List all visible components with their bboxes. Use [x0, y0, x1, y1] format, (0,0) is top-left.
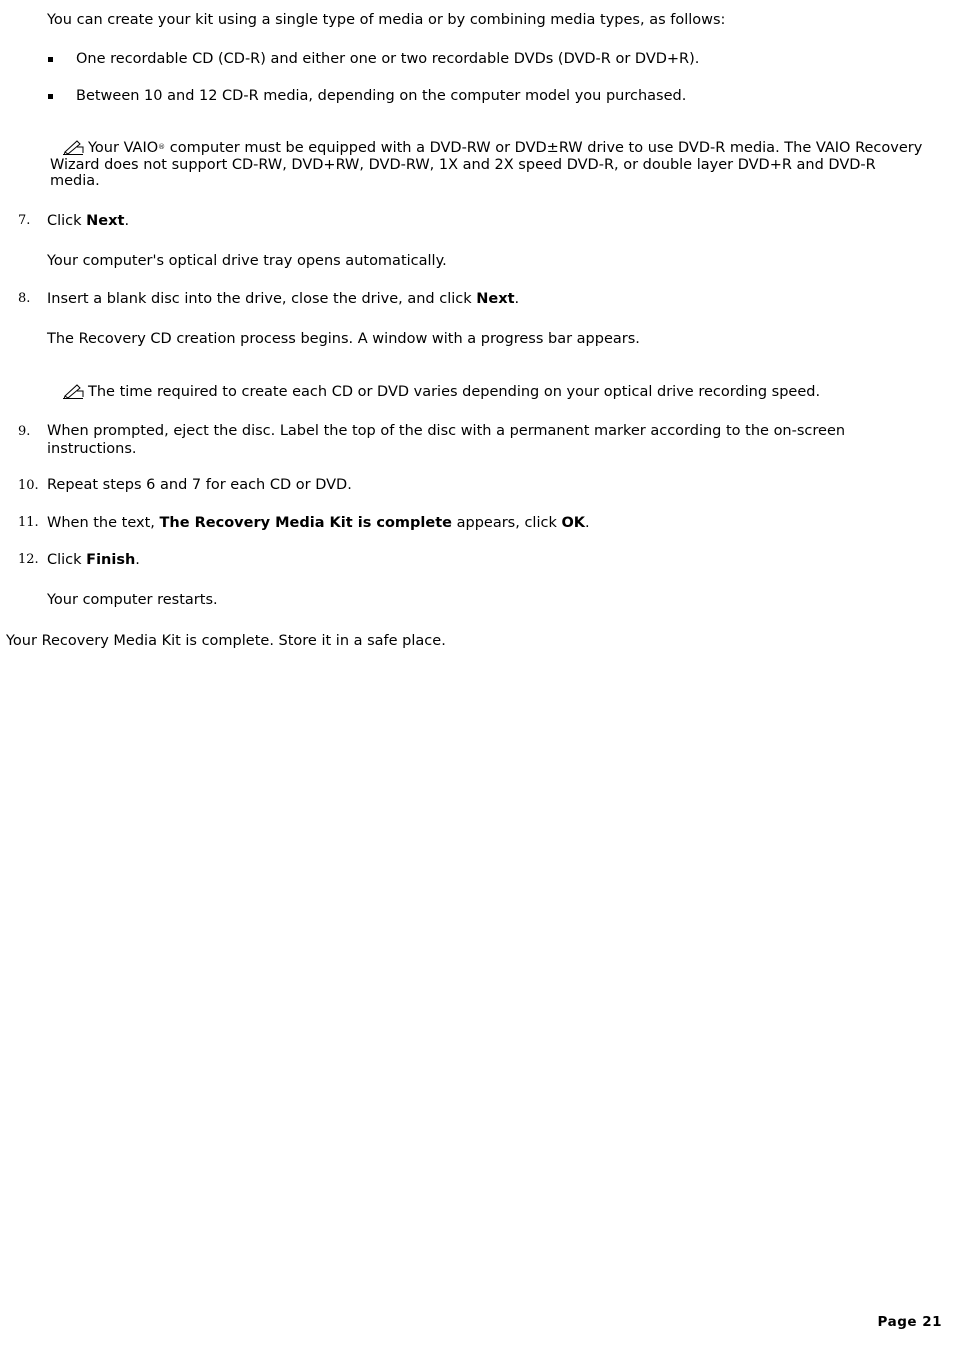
step-number: 10.	[18, 478, 39, 493]
registered-mark: ®	[158, 143, 166, 151]
step-result: Your computer's optical drive tray opens automatically.	[47, 253, 447, 269]
step-text: Insert a blank disc into the drive, close the drive, and click Next.	[47, 291, 520, 307]
note-text: The time required to create each CD or DVD varies depending on your optical drive recording speed.	[88, 384, 821, 400]
bullet-square-icon	[48, 57, 53, 62]
step-number: 11.	[18, 515, 39, 530]
note-text-prefix: Your VAIO	[88, 140, 159, 156]
step-number: 9.	[18, 424, 31, 439]
next-label: Next	[86, 213, 125, 229]
next-label: Next	[476, 291, 515, 307]
step-text: Click Finish.	[47, 552, 140, 568]
step-number: 12.	[18, 552, 39, 567]
completion-message-label: The Recovery Media Kit is complete	[159, 515, 452, 531]
step-number: 7.	[18, 213, 31, 228]
bullet-item: Between 10 and 12 CD-R media, depending on the computer model you purchased.	[76, 88, 687, 104]
page-number: Page 21	[877, 1314, 942, 1330]
closing-text: Your Recovery Media Kit is complete. Store it in a safe place.	[6, 633, 446, 649]
note-text: computer must be equipped with a DVD-RW or DVD±RW drive to use DVD-R media. The VAIO Recovery Wizard does not support CD-RW, DVD+RW, DVD-RW, 1X and 2X speed DVD-R, or double layer DVD+R and DVD-R media.	[50, 140, 923, 189]
note-block	[62, 382, 820, 401]
note-block	[50, 138, 930, 190]
step-text: Repeat steps 6 and 7 for each CD or DVD.	[47, 477, 352, 493]
step-result: The Recovery CD creation process begins. A window with a progress bar appears.	[47, 331, 640, 347]
step-result: Your computer restarts.	[47, 592, 218, 608]
step-text: When prompted, eject the disc. Label the top of the disc with a permanent marker according to the on-screen instructions.	[47, 423, 846, 457]
step-text: Click Next.	[47, 213, 130, 229]
bullet-square-icon	[48, 94, 53, 99]
pencil-note-icon	[62, 382, 84, 399]
ok-label: OK	[561, 515, 586, 531]
bullet-item: One recordable CD (CD-R) and either one or two recordable DVDs (DVD-R or DVD+R).	[76, 51, 700, 67]
step-text: When the text, The Recovery Media Kit is complete appears, click OK.	[47, 515, 590, 531]
finish-label: Finish	[86, 552, 136, 568]
pencil-note-icon	[62, 138, 84, 155]
intro-text: You can create your kit using a single type of media or by combining media types, as follows:	[47, 12, 726, 28]
step-number: 8.	[18, 291, 31, 306]
